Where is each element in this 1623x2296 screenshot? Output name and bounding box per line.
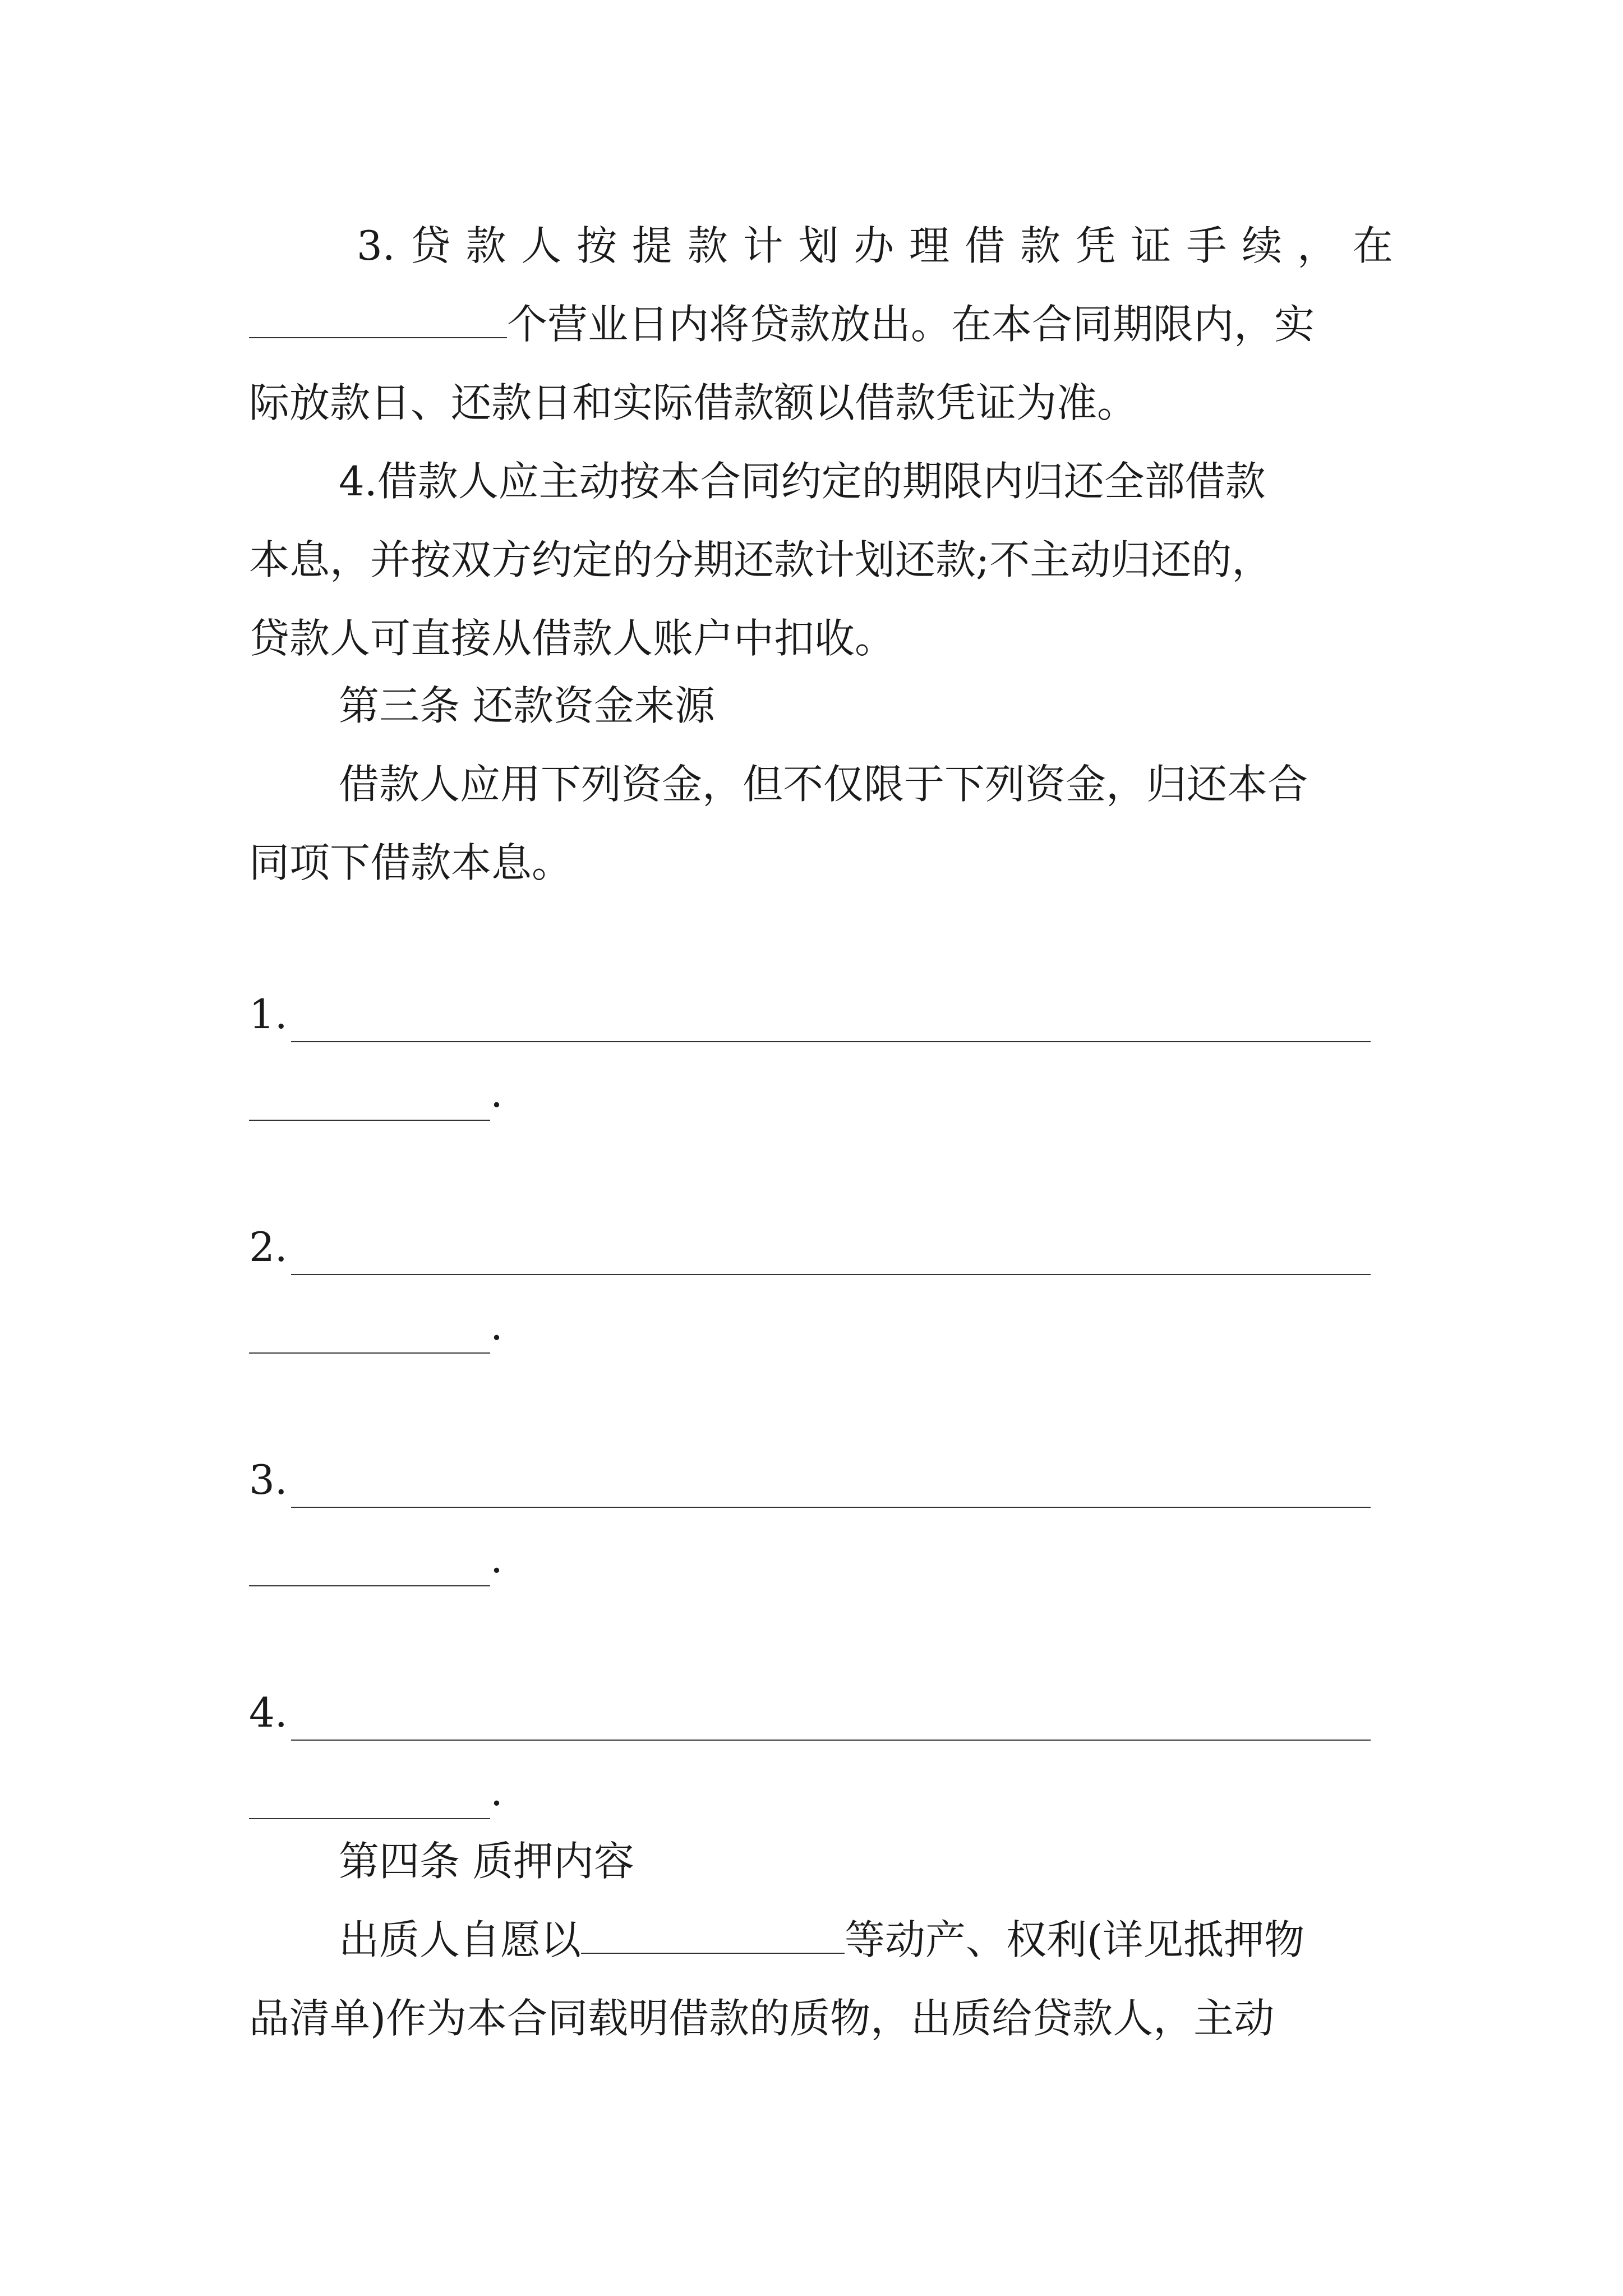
paragraph-4-line-1: [339, 453, 1483, 509]
source-item-1: [249, 986, 1371, 1042]
text: 款: [465, 222, 506, 269]
fill-blank: [291, 1002, 1371, 1042]
text: 人: [521, 222, 562, 269]
source-item-2-continuation: [249, 1297, 1393, 1354]
source-item-2: [249, 1219, 1371, 1275]
source-item-4: [249, 1685, 1371, 1741]
item-end: .: [490, 1302, 503, 1349]
article-4-para-line-1: [339, 1912, 1483, 1968]
text: 个营业日内将贷款放出。在本合同期限内，实: [507, 301, 1315, 348]
fill-blank: [249, 1546, 490, 1586]
text: 续: [1242, 222, 1283, 269]
source-item-1-continuation: [249, 1065, 1393, 1121]
paragraph-3-line-3: [249, 375, 1393, 431]
text: 际放款日、还款日和实际借款额以借款凭证为准。: [249, 379, 1138, 426]
text: 凭: [1075, 222, 1116, 269]
text: 办: [854, 222, 895, 269]
fill-blank: [249, 1779, 490, 1819]
item-end: .: [490, 1768, 503, 1815]
source-item-3: [249, 1452, 1371, 1508]
item-number: 4.: [249, 1689, 288, 1736]
item-end: .: [490, 1535, 503, 1582]
text: 出质人自愿以: [339, 1916, 582, 1963]
item-end: .: [490, 1069, 503, 1116]
heading-text: 第三条 还款资金来源: [339, 682, 715, 729]
text: 3.: [357, 222, 395, 269]
fill-blank: [581, 1919, 845, 1954]
text: 在: [1352, 222, 1393, 269]
paragraph-4-line-2: [249, 532, 1393, 588]
fill-blank: [291, 1467, 1371, 1508]
text: 划: [798, 222, 839, 269]
text: 等动产、权利(详见抵押物: [845, 1916, 1305, 1963]
fill-blank: [249, 303, 507, 338]
source-item-3-continuation: [249, 1530, 1393, 1586]
fill-blank: [249, 1313, 490, 1354]
article-4-heading: [339, 1833, 1483, 1889]
text: 4.借款人应主动按本合同约定的期限内归还全部借款: [339, 458, 1266, 505]
paragraph-3-line-1: [357, 218, 1393, 274]
source-item-4-continuation: [249, 1763, 1393, 1819]
article-3-heading: [339, 678, 1483, 734]
article-3-para-line-2: [249, 835, 1393, 891]
item-number: 2.: [249, 1223, 288, 1271]
text: 本息，并按双方约定的分期还款计划还款;不主动归还的，: [249, 536, 1272, 583]
fill-blank: [291, 1700, 1371, 1741]
text: 按: [577, 222, 617, 269]
item-number: 1.: [249, 991, 288, 1038]
text: 贷: [410, 222, 451, 269]
text: 同项下借款本息。: [249, 839, 573, 886]
paragraph-4-line-3: [249, 610, 1393, 666]
heading-text: 第四条 质押内容: [339, 1838, 634, 1885]
text: 计: [743, 222, 783, 269]
text: 证: [1131, 222, 1172, 269]
text: 手: [1186, 222, 1227, 269]
text: 款: [687, 222, 728, 269]
article-4-para-line-2: [249, 1990, 1393, 2046]
text: 款: [1020, 222, 1061, 269]
article-3-para-line-1: [339, 756, 1483, 812]
text: 借: [964, 222, 1005, 269]
text: 贷款人可直接从借款人账户中扣收。: [249, 615, 896, 662]
text: 理: [909, 222, 950, 269]
text: 提: [631, 222, 672, 269]
text: 借款人应用下列资金，但不仅限于下列资金，归还本合: [339, 761, 1308, 808]
fill-blank: [291, 1235, 1371, 1275]
text: 品清单)作为本合同载明借款的质物，出质给贷款人，主动: [249, 1995, 1275, 2042]
fill-blank: [249, 1080, 490, 1121]
item-number: 3.: [249, 1456, 288, 1503]
paragraph-3-line-2: [249, 296, 1393, 352]
text: ，: [1297, 222, 1338, 269]
